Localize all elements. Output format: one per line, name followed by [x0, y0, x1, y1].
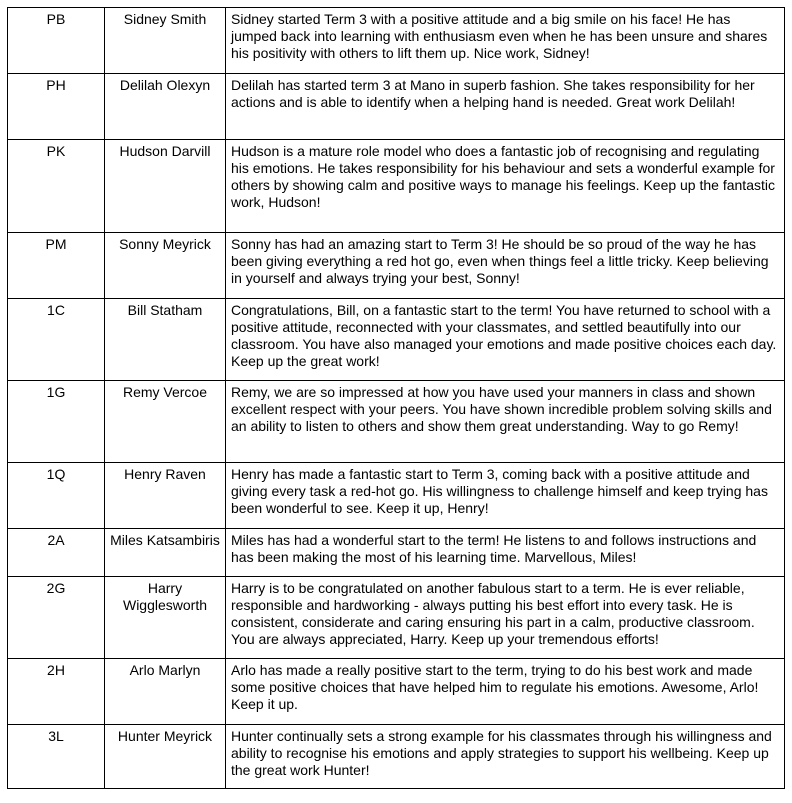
award-message: Sidney started Term 3 with a positive attitude and a big smile on his face! He has jumped back into learning with enthusiasm even when he has been unsure and shares his positivity with others to lift them up. Nice work, Sidney! — [226, 8, 785, 74]
table-row — [8, 659, 785, 725]
table-row — [8, 381, 785, 463]
award-message: Congratulations, Bill, on a fantastic start to the term! You have returned to school with a positive attitude, reconnected with your classmates, and settled beautifully into our classroom. You have also managed your emotions and made positive choices each day. Keep up the great work! — [226, 299, 785, 381]
class-code: 3L — [8, 725, 105, 789]
student-name: Harry Wigglesworth — [105, 577, 226, 659]
award-message: Miles has had a wonderful start to the term! He listens to and follows instructions and has been making the most of his learning time. Marvellous, Miles! — [226, 529, 785, 577]
table-row — [8, 577, 785, 659]
table-row — [8, 299, 785, 381]
table-row — [8, 233, 785, 299]
class-code: 2H — [8, 659, 105, 725]
award-message: Henry has made a fantastic start to Term 3, coming back with a positive attitude and giving every task a red-hot go. His willingness to challenge himself and keep trying has been wonderful to see. Keep it up, Henry! — [226, 463, 785, 529]
class-code: 1C — [8, 299, 105, 381]
table-row — [8, 74, 785, 140]
awards-table — [7, 7, 785, 789]
table-row — [8, 529, 785, 577]
student-name: Hunter Meyrick — [105, 725, 226, 789]
award-message: Delilah has started term 3 at Mano in superb fashion. She takes responsibility for her actions and is able to identify when a helping hand is needed. Great work Delilah! — [226, 74, 785, 140]
table-row — [8, 8, 785, 74]
award-message: Sonny has had an amazing start to Term 3! He should be so proud of the way he has been giving everything a red hot go, even when things feel a little tricky. Keep believing in yourself and always trying your best, Sonny! — [226, 233, 785, 299]
award-message: Arlo has made a really positive start to the term, trying to do his best work and made some positive choices that have helped him to regulate his emotions. Awesome, Arlo! Keep it up. — [226, 659, 785, 725]
student-name: Remy Vercoe — [105, 381, 226, 463]
class-code: PH — [8, 74, 105, 140]
award-message: Remy, we are so impressed at how you have used your manners in class and shown excellent respect with your peers. You have shown incredible problem solving skills and an ability to listen to others and show them great understanding. Way to go Remy! — [226, 381, 785, 463]
student-name: Sidney Smith — [105, 8, 226, 74]
class-code: PB — [8, 8, 105, 74]
class-code: 1Q — [8, 463, 105, 529]
class-code: 1G — [8, 381, 105, 463]
class-code: PK — [8, 140, 105, 233]
table-row — [8, 463, 785, 529]
award-message: Harry is to be congratulated on another fabulous start to a term. He is ever reliable, responsible and hardworking - always putting his best effort into every task. He is consistent, considerate and caring ensuring his part in a calm, productive classroom. You are always appreciated, Harry. Keep up your tremendous efforts! — [226, 577, 785, 659]
award-message: Hudson is a mature role model who does a fantastic job of recognising and regulating his emotions. He takes responsibility for his behaviour and sets a wonderful example for others by showing calm and positive ways to manage his feelings. Keep up the fantastic work, Hudson! — [226, 140, 785, 233]
table-row — [8, 725, 785, 789]
student-name: Hudson Darvill — [105, 140, 226, 233]
student-name: Miles Katsambiris — [105, 529, 226, 577]
table-row — [8, 140, 785, 233]
class-code: 2G — [8, 577, 105, 659]
class-code: PM — [8, 233, 105, 299]
award-message: Hunter continually sets a strong example for his classmates through his willingness and ability to recognise his emotions and apply strategies to support his wellbeing. Keep up the great work Hunter! — [226, 725, 785, 789]
student-name: Sonny Meyrick — [105, 233, 226, 299]
class-code: 2A — [8, 529, 105, 577]
student-name: Bill Statham — [105, 299, 226, 381]
student-name: Arlo Marlyn — [105, 659, 226, 725]
student-name: Delilah Olexyn — [105, 74, 226, 140]
student-name: Henry Raven — [105, 463, 226, 529]
